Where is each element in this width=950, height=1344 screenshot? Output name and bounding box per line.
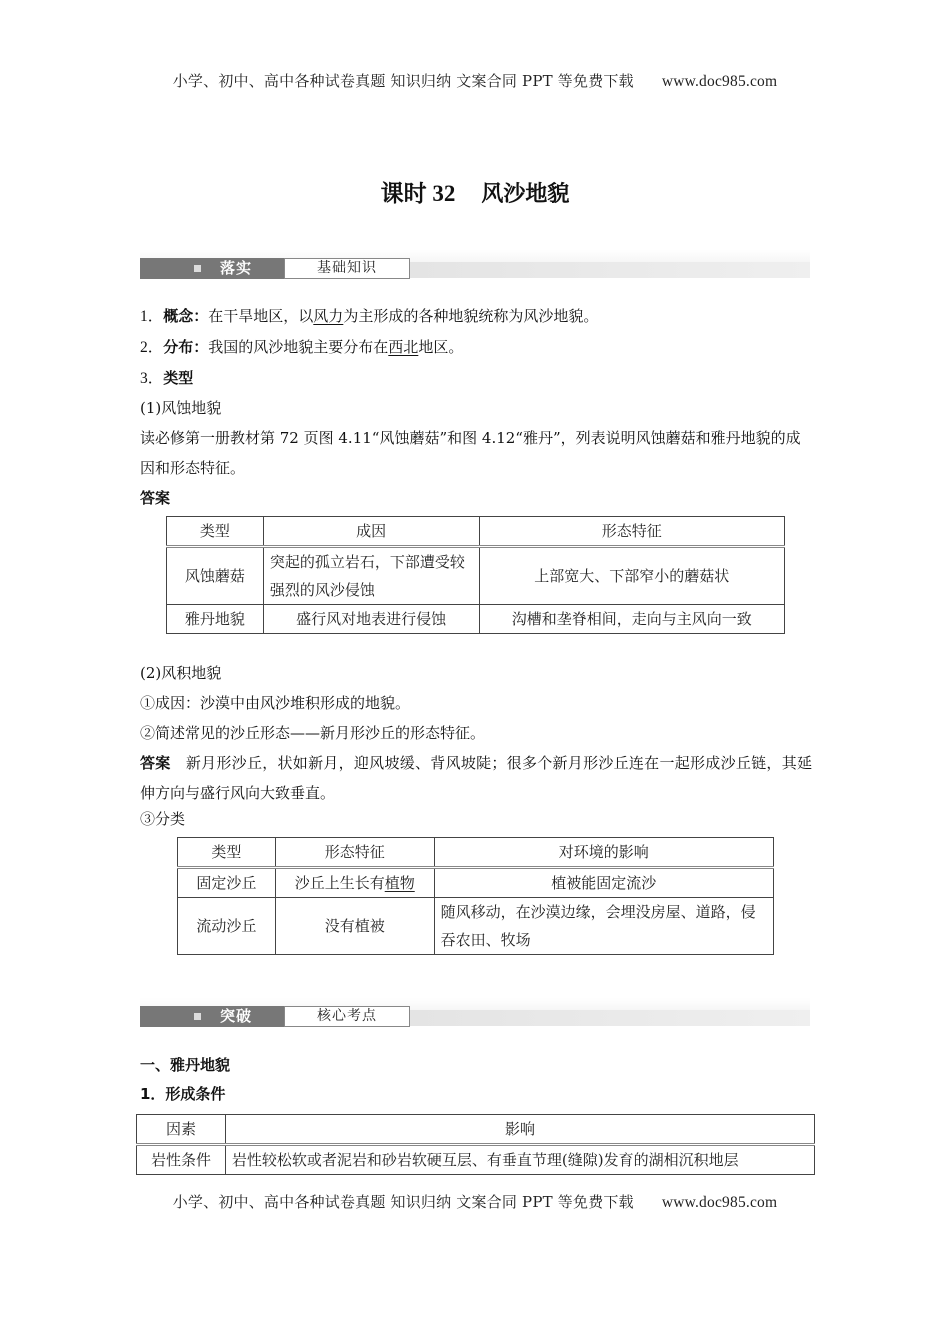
cell-text: 沙丘上生长有 bbox=[294, 874, 385, 892]
point-cause: ①成因：沙漠中由风沙堆积形成的地貌。 bbox=[140, 694, 411, 712]
table-cell: 没有植被 bbox=[275, 898, 434, 955]
watermark-url[interactable]: www.doc985.com bbox=[661, 1194, 778, 1211]
header-cell: 影响 bbox=[225, 1115, 814, 1145]
underlined-answer: 西北 bbox=[388, 338, 419, 356]
banner-dark-tab bbox=[140, 258, 284, 279]
table-cell: 随风移动，在沙漠边缘，会埋没房屋、道路，侵吞农田、牧场 bbox=[434, 898, 773, 955]
header-cell: 类型 bbox=[167, 517, 264, 547]
point-classification: ③分类 bbox=[140, 810, 186, 828]
page-title bbox=[0, 175, 950, 208]
underlined-answer: 植物 bbox=[384, 874, 415, 892]
header-cell: 因素 bbox=[137, 1115, 226, 1145]
table-cell bbox=[275, 868, 434, 898]
dune-classification-table bbox=[177, 837, 774, 955]
underlined-answer: 风力 bbox=[313, 307, 344, 325]
section-heading-yardang: 一、雅丹地貌 bbox=[140, 1056, 231, 1074]
table-cell: 岩性条件 bbox=[137, 1145, 226, 1175]
watermark-url[interactable]: www.doc985.com bbox=[661, 73, 778, 90]
header-cell: 形态特征 bbox=[275, 838, 434, 868]
header-cell: 对环境的影响 bbox=[434, 838, 773, 868]
item-label: 分布： bbox=[163, 338, 209, 356]
table-header-row bbox=[167, 517, 785, 547]
table-cell: 盛行风对地表进行侵蚀 bbox=[263, 605, 479, 634]
table-cell: 上部宽大、下部窄小的蘑菇状 bbox=[479, 547, 784, 605]
table-cell: 固定沙丘 bbox=[178, 868, 276, 898]
table-cell: 突起的孤立岩石，下部遭受较强烈的风沙侵蚀 bbox=[263, 547, 479, 605]
table-row bbox=[178, 898, 774, 955]
table-cell: 流动沙丘 bbox=[178, 898, 276, 955]
concept-line bbox=[140, 301, 812, 332]
header-cell: 形态特征 bbox=[479, 517, 784, 547]
square-bullet-icon bbox=[194, 1013, 201, 1020]
footer-watermark bbox=[0, 1191, 950, 1212]
item-label: 概念： bbox=[163, 307, 209, 325]
table-cell: 风蚀蘑菇 bbox=[167, 547, 264, 605]
table-row bbox=[167, 605, 785, 634]
wind-erosion-table bbox=[166, 516, 785, 634]
formation-conditions-table bbox=[136, 1114, 815, 1175]
banner-dark-tab bbox=[140, 1006, 284, 1027]
header-cell: 成因 bbox=[263, 517, 479, 547]
banner-light-label: 核心考点 bbox=[284, 1006, 410, 1027]
lesson-name: 风沙地貌 bbox=[481, 182, 570, 207]
item-text: 我国的风沙地貌主要分布在 bbox=[208, 338, 389, 356]
banner-dark-label: 突破 bbox=[220, 1007, 253, 1025]
answer-dune bbox=[140, 748, 812, 808]
item-text: 地区。 bbox=[418, 338, 464, 356]
table-cell: 岩性较松软或者泥岩和砂岩软硬互层、有垂直节理(缝隙)发育的湖相沉积地层 bbox=[225, 1145, 814, 1175]
item-number: 2． bbox=[140, 339, 164, 356]
header-cell: 类型 bbox=[178, 838, 276, 868]
section-banner-basics bbox=[140, 258, 810, 282]
square-bullet-icon bbox=[194, 265, 201, 272]
item-number: 3． bbox=[140, 370, 164, 387]
table-row bbox=[137, 1145, 815, 1175]
answer-label: 答案 bbox=[140, 489, 171, 507]
subheading-formation: 1．形成条件 bbox=[140, 1085, 226, 1103]
item-text: 为主形成的各种地貌统称为风沙地貌。 bbox=[343, 307, 599, 325]
subheading-wind-erosion: (1)风蚀地貌 bbox=[140, 399, 222, 417]
header-watermark bbox=[0, 70, 950, 91]
distribution-line bbox=[140, 332, 812, 363]
banner-light-label: 基础知识 bbox=[284, 258, 410, 279]
table-cell: 沟槽和垄脊相间，走向与主风向一致 bbox=[479, 605, 784, 634]
answer-text: 新月形沙丘，状如新月，迎风坡缓、背风坡陡；很多个新月形沙丘连在一起形成沙丘链，其延伸方向与盛行风向大致垂直。 bbox=[140, 754, 812, 802]
table-header-row bbox=[178, 838, 774, 868]
item-number: 1． bbox=[140, 308, 164, 325]
point-dune-shape: ②简述常见的沙丘形态——新月形沙丘的形态特征。 bbox=[140, 724, 486, 742]
table-cell: 雅丹地貌 bbox=[167, 605, 264, 634]
item-label: 类型 bbox=[163, 369, 194, 387]
table-row bbox=[178, 868, 774, 898]
banner-dark-label: 落实 bbox=[220, 259, 253, 277]
item-text: 在干旱地区，以 bbox=[208, 307, 314, 325]
table-row bbox=[167, 547, 785, 605]
answer-label: 答案 bbox=[140, 754, 171, 772]
types-line bbox=[140, 363, 812, 394]
question-text: 读必修第一册教材第 72 页图 4.11“风蚀蘑菇”和图 4.12“雅丹”，列表说明风蚀蘑菇和雅丹地貌的成因和形态特征。 bbox=[140, 429, 801, 477]
table-cell: 植被能固定流沙 bbox=[434, 868, 773, 898]
table-header-row bbox=[137, 1115, 815, 1145]
section-banner-core bbox=[140, 1006, 810, 1030]
subheading-wind-deposition: (2)风积地貌 bbox=[140, 664, 222, 682]
watermark-text: 小学、初中、高中各种试卷真题 知识归纳 文案合同 PPT 等免费下载 bbox=[172, 72, 634, 90]
watermark-text: 小学、初中、高中各种试卷真题 知识归纳 文案合同 PPT 等免费下载 bbox=[172, 1193, 634, 1211]
lesson-number: 课时 32 bbox=[380, 181, 456, 206]
